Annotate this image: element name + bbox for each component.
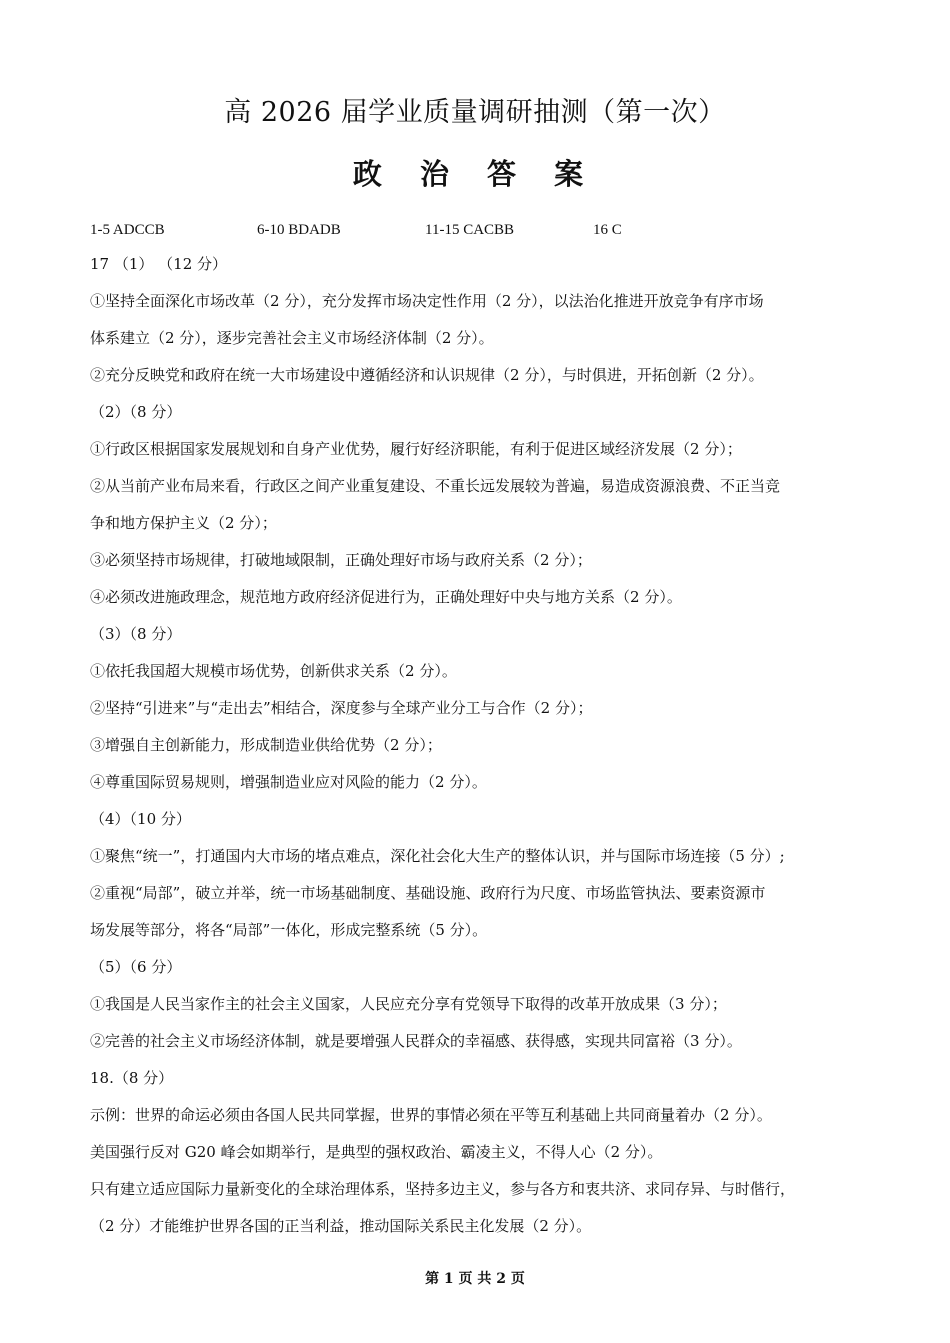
answer-line: （2 分）才能维护世界各国的正当利益，推动国际关系民主化发展（2 分）。: [90, 1217, 592, 1235]
answer-line: 体系建立（2 分），逐步完善社会主义市场经济体制（2 分）。: [90, 329, 494, 347]
answer-line: 示例：世界的命运必须由各国人民共同掌握，世界的事情必须在平等互利基础上共同商量着办（2 分）。: [90, 1106, 772, 1124]
answer-line: 场发展等部分，将各“局部”一体化，形成完整系统（5 分）。: [90, 921, 488, 939]
answer-line: 美国强行反对 G20 峰会如期举行，是典型的强权政治、霸凌主义，不得人心（2 分）。: [90, 1143, 663, 1161]
answer-line: ①行政区根据国家发展规划和自身产业优势，履行好经济职能，有利于促进区域经济发展（2 分）；: [90, 440, 742, 458]
document-subtitle: 政 治 答 案: [352, 157, 598, 191]
question-heading: 17 （1） （12 分）: [90, 255, 228, 273]
answer-group: 11-15 CACBB: [425, 222, 515, 238]
document-title: 高 2026 届学业质量调研抽测（第一次）: [224, 97, 726, 128]
answer-line: 只有建立适应国际力量新变化的全球治理体系，坚持多边主义，参与各方和衷共济、求同存异、与时偕行，: [90, 1180, 796, 1198]
answer-group: 16 C: [593, 222, 622, 238]
question-heading: （5）（6 分）: [90, 958, 182, 976]
answer-line: ②重视“局部”，破立并举，统一市场基础制度、基础设施、政府行为尺度、市场监管执法、要素资源市: [90, 884, 766, 902]
answer-group: 1-5 ADCCB: [90, 222, 165, 238]
multiple-choice-answers: [90, 218, 865, 242]
answer-line: ④尊重国际贸易规则，增强制造业应对风险的能力（2 分）。: [90, 773, 487, 791]
answer-content: [90, 218, 865, 1245]
page-number: 第 1 页 共 2 页: [425, 1271, 525, 1287]
answer-line: ②充分反映党和政府在统一大市场建设中遵循经济和认识规律（2 分），与时俱进，开拓创新（2 分）。: [90, 366, 764, 384]
answer-line: ①聚焦“统一”，打通国内大市场的堵点难点，深化社会化大生产的整体认识，并与国际市场连接（5 分）;: [90, 847, 785, 865]
answer-line: 争和地方保护主义（2 分）；: [90, 514, 277, 532]
answer-line: ④必须改进施政理念，规范地方政府经济促进行为，正确处理好中央与地方关系（2 分）。: [90, 588, 682, 606]
answer-line: ①依托我国超大规模市场优势，创新供求关系（2 分）。: [90, 662, 457, 680]
answer-line: ①我国是人民当家作主的社会主义国家，人民应充分享有党领导下取得的改革开放成果（3 分）；: [90, 995, 727, 1013]
answer-line: ②从当前产业布局来看，行政区之间产业重复建设、不重长远发展较为普遍，易造成资源浪费、不正当竞: [90, 477, 781, 495]
question-heading: （2）（8 分）: [90, 403, 182, 421]
answer-line: ③必须坚持市场规律，打破地域限制，正确处理好市场与政府关系（2 分）；: [90, 551, 592, 569]
answer-line: ②完善的社会主义市场经济体制，就是要增强人民群众的幸福感、获得感，实现共同富裕（3 分）。: [90, 1032, 742, 1050]
question-heading: （4）（10 分）: [90, 810, 191, 828]
answer-group: 6-10 BDADB: [257, 222, 341, 238]
answer-line: ③增强自主创新能力，形成制造业供给优势（2 分）；: [90, 736, 442, 754]
question-heading: 18.（8 分）: [90, 1069, 174, 1087]
answer-line: ①坚持全面深化市场改革（2 分），充分发挥市场决定性作用（2 分），以法治化推进开放竞争有序市场: [90, 292, 764, 310]
question-heading: （3）（8 分）: [90, 625, 182, 643]
answer-line: ②坚持“引进来”与“走出去”相结合，深度参与全球产业分工与合作（2 分）；: [90, 699, 593, 717]
